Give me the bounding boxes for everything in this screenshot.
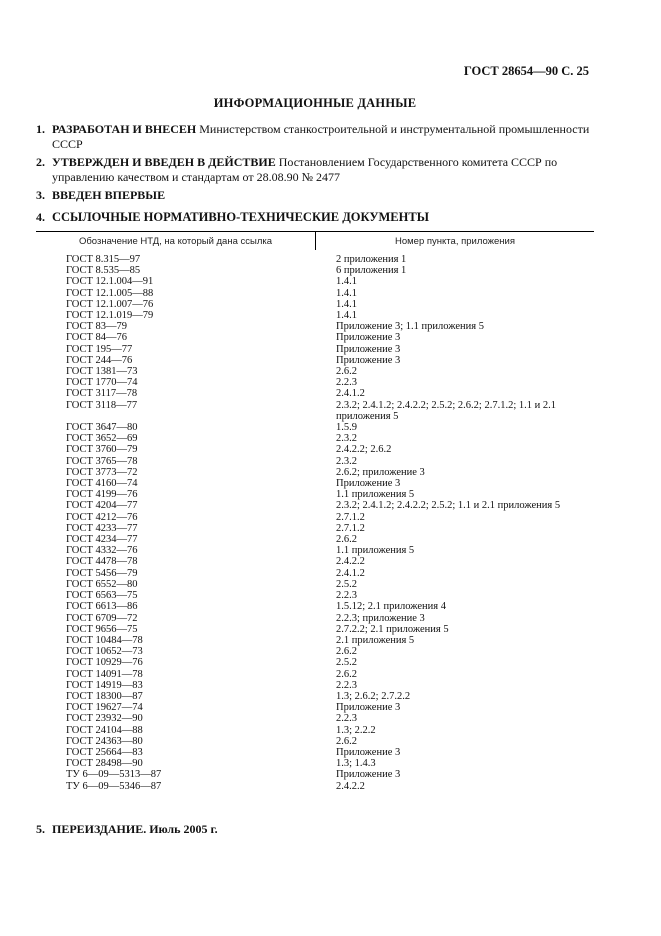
document-designation: ГОСТ 5456—79 (66, 567, 138, 579)
clause-reference: 2.1 приложения 5 (336, 634, 415, 646)
document-designation: ГОСТ 8.535—85 (66, 265, 141, 277)
document-designation: ГОСТ 84—76 (66, 332, 128, 344)
clause-reference: 2.4.2.2; 2.6.2 (336, 444, 392, 456)
table-row (36, 377, 594, 388)
section-body (52, 822, 596, 837)
document-designation: ГОСТ 4234—77 (66, 534, 138, 546)
document-designation: ГОСТ 3117—78 (66, 388, 138, 400)
table-row (36, 355, 594, 366)
section-developed-by (36, 122, 596, 152)
table-row (36, 725, 594, 736)
clause-reference: Приложение 3 (336, 332, 401, 344)
table-row (36, 781, 594, 792)
section-text: Министерством станкостроительной и инструментальной промышленности СССР (52, 122, 590, 151)
clause-reference: 2.4.2.2 (336, 556, 365, 568)
document-designation: ГОСТ 24104—88 (66, 724, 143, 736)
document-designation: ГОСТ 195—77 (66, 343, 133, 355)
document-designation: ГОСТ 28498—90 (66, 758, 143, 770)
section-lead: ВВЕДЕН ВПЕРВЫЕ (52, 188, 166, 202)
section-number: 5. (36, 822, 45, 836)
table-row (36, 590, 594, 601)
table-row (36, 310, 594, 321)
document-designation: ГОСТ 4233—77 (66, 522, 138, 534)
clause-reference: 2.5.2 (336, 578, 357, 590)
clause-reference: 2.7.2.2; 2.1 приложения 5 (336, 623, 449, 635)
section-lead: УТВЕРЖДЕН И ВВЕДЕН В ДЕЙСТВИЕ (52, 155, 276, 169)
document-designation: ТУ 6—09—5346—87 (66, 780, 162, 792)
document-designation: ГОСТ 83—79 (66, 321, 128, 333)
section-text: Постановлением Государственного комитета СССР по управлению качеством и стандартам от 28.08.90 № 2477 (52, 155, 558, 184)
table-row (36, 579, 594, 590)
document-designation: ГОСТ 3760—79 (66, 444, 138, 456)
clause-reference: 6 приложения 1 (336, 265, 407, 277)
document-designation: ГОСТ 1770—74 (66, 377, 138, 389)
document-designation: ГОСТ 12.1.005—88 (66, 287, 154, 299)
clause-reference: 2.6.2 (336, 534, 357, 546)
table-row (36, 702, 594, 713)
table-row (36, 467, 594, 478)
section-reference-documents (36, 210, 596, 225)
clause-reference: 2.2.3 (336, 713, 357, 725)
clause-reference: 2.7.1.2 (336, 522, 365, 534)
table-row (36, 624, 594, 635)
section-number: 4. (36, 210, 45, 224)
section-body (52, 188, 596, 203)
clause-reference: 1.3; 2.6.2; 2.7.2.2 (336, 690, 411, 702)
table-row (36, 669, 594, 680)
document-designation: ГОСТ 1381—73 (66, 366, 138, 378)
document-designation: ГОСТ 8.315—97 (66, 254, 141, 265)
table-row (36, 265, 594, 276)
table-row (36, 736, 594, 747)
clause-reference: 2.4.1.2 (336, 567, 365, 579)
table-row (36, 332, 594, 343)
section-lead: РАЗРАБОТАН И ВНЕСЕН (52, 122, 197, 136)
document-designation: ГОСТ 6613—86 (66, 601, 138, 613)
document-designation: ГОСТ 12.1.019—79 (66, 310, 154, 322)
clause-reference: 1.3; 2.2.2 (336, 724, 376, 736)
table-row (36, 758, 594, 769)
clause-reference: Приложение 3 (336, 343, 401, 355)
clause-reference: 2.6.2 (336, 646, 357, 658)
clause-reference: 1.5.12; 2.1 приложения 4 (336, 601, 446, 613)
clause-reference: 2.4.2.2 (336, 780, 365, 792)
document-designation: ГОСТ 10929—76 (66, 657, 143, 669)
table-row (36, 657, 594, 668)
table-row (36, 478, 594, 489)
section-first-introduced (36, 188, 596, 203)
table-row (36, 523, 594, 534)
document-designation: ГОСТ 6709—72 (66, 612, 138, 624)
document-designation: ГОСТ 6563—75 (66, 590, 138, 602)
clause-reference: Приложение 3 (336, 354, 401, 366)
clause-reference: 1.4.1 (336, 298, 357, 310)
document-designation: ГОСТ 4204—77 (66, 500, 138, 512)
clause-reference: 1.5.9 (336, 422, 357, 434)
document-title: ИНФОРМАЦИОННЫЕ ДАННЫЕ (213, 96, 417, 110)
table-row (36, 691, 594, 702)
column-header-document: Обозначение НТД, на который дана ссылка (78, 236, 273, 247)
clause-reference: 2.2.3 (336, 377, 357, 389)
table-row (36, 400, 594, 422)
document-designation: ГОСТ 19627—74 (66, 702, 143, 714)
table-row (36, 680, 594, 691)
table-row (36, 299, 594, 310)
table-row (36, 646, 594, 657)
clause-reference: 2.3.2; 2.4.1.2; 2.4.2.2; 2.5.2; 2.6.2; 2.7.1.2; 1.1 и 2.1 приложения 5 (336, 399, 556, 422)
clause-reference: Приложение 3 (336, 702, 401, 714)
document-designation: ГОСТ 24363—80 (66, 735, 143, 747)
document-designation: ГОСТ 6552—80 (66, 578, 138, 590)
document-designation: ГОСТ 3773—72 (66, 466, 138, 478)
section-lead: ССЫЛОЧНЫЕ НОРМАТИВНО-ТЕХНИЧЕСКИЕ ДОКУМЕНТЫ (52, 210, 429, 224)
document-designation: ГОСТ 3118—77 (66, 399, 138, 411)
clause-reference: 2.2.3 (336, 679, 357, 691)
table-row (36, 635, 594, 646)
table-row (36, 422, 594, 433)
clause-reference: 2 приложения 1 (336, 254, 407, 265)
document-designation: ГОСТ 3652—69 (66, 433, 138, 445)
table-row (36, 444, 594, 455)
document-designation: ГОСТ 18300—87 (66, 690, 143, 702)
table-row (36, 456, 594, 467)
section-reissue (36, 822, 596, 837)
page-header: ГОСТ 28654—90 С. 25 (463, 64, 589, 78)
table-row (36, 545, 594, 556)
table-row (36, 254, 594, 265)
clause-reference: 1.4.1 (336, 310, 357, 322)
clause-reference: 2.6.2; приложение 3 (336, 466, 425, 478)
table-row (36, 747, 594, 758)
table-row (36, 288, 594, 299)
table-row (36, 534, 594, 545)
clause-reference: 2.7.1.2 (336, 511, 365, 523)
clause-reference: 2.6.2 (336, 668, 357, 680)
section-lead: ПЕРЕИЗДАНИЕ. (52, 822, 147, 836)
clause-reference: 2.2.3 (336, 590, 357, 602)
clause-reference: 1.4.1 (336, 276, 357, 288)
section-approved (36, 155, 596, 185)
section-number: 3. (36, 188, 45, 202)
clause-reference: 2.5.2 (336, 657, 357, 669)
document-designation: ГОСТ 4478—78 (66, 556, 138, 568)
table-row (36, 433, 594, 444)
table-row (36, 500, 594, 511)
table-row (36, 512, 594, 523)
table-row (36, 713, 594, 724)
table-row (36, 276, 594, 287)
document-designation: ГОСТ 3647—80 (66, 422, 138, 434)
clause-reference: 2.3.2 (336, 433, 357, 445)
section-body (52, 210, 596, 225)
section-text: Июль 2005 г. (149, 822, 218, 836)
section-body (52, 155, 596, 185)
clause-reference: 2.2.3; приложение 3 (336, 612, 425, 624)
reference-table (36, 254, 594, 792)
document-designation: ГОСТ 10652—73 (66, 646, 143, 658)
document-designation: ГОСТ 244—76 (66, 354, 133, 366)
clause-reference: Приложение 3; 1.1 приложения 5 (336, 321, 484, 333)
table-row (36, 556, 594, 567)
clause-reference: Приложение 3 (336, 478, 401, 490)
clause-reference: Приложение 3 (336, 769, 401, 781)
clause-reference: 1.3; 1.4.3 (336, 758, 376, 770)
clause-reference: 2.4.1.2 (336, 388, 365, 400)
clause-reference: 2.6.2 (336, 366, 357, 378)
document-designation: ТУ 6—09—5313—87 (66, 769, 162, 781)
table-row (36, 366, 594, 377)
document-designation: ГОСТ 10484—78 (66, 634, 143, 646)
clause-reference: 1.4.1 (336, 287, 357, 299)
table-row (36, 321, 594, 332)
document-designation: ГОСТ 14919—83 (66, 679, 143, 691)
table-row (36, 344, 594, 355)
document-designation: ГОСТ 4212—76 (66, 511, 138, 523)
document-designation: ГОСТ 25664—83 (66, 746, 143, 758)
document-designation: ГОСТ 12.1.004—91 (66, 276, 154, 288)
document-designation: ГОСТ 12.1.007—76 (66, 298, 154, 310)
clause-reference: 1.1 приложения 5 (336, 489, 415, 501)
clause-reference: 2.3.2; 2.4.1.2; 2.4.2.2; 2.5.2; 1.1 и 2.1 приложения 5 (336, 500, 561, 512)
document-designation: ГОСТ 4199—76 (66, 489, 138, 501)
column-header-clause: Номер пункта, приложения (395, 236, 515, 247)
document-designation: ГОСТ 4332—76 (66, 545, 138, 557)
table-row (36, 601, 594, 612)
clause-reference: 2.3.2 (336, 455, 357, 467)
section-body (52, 122, 596, 152)
table-row (36, 568, 594, 579)
document-designation: ГОСТ 14091—78 (66, 668, 143, 680)
section-number: 2. (36, 155, 45, 169)
table-row (36, 613, 594, 624)
clause-reference: Приложение 3 (336, 746, 401, 758)
document-designation: ГОСТ 3765—78 (66, 455, 138, 467)
clause-reference: 1.1 приложения 5 (336, 545, 415, 557)
section-number: 1. (36, 122, 45, 136)
table-row (36, 489, 594, 500)
document-designation: ГОСТ 4160—74 (66, 478, 138, 490)
table-header (36, 231, 594, 250)
table-row (36, 769, 594, 780)
clause-reference: 2.6.2 (336, 735, 357, 747)
table-row (36, 388, 594, 399)
document-designation: ГОСТ 9656—75 (66, 623, 138, 635)
document-designation: ГОСТ 23932—90 (66, 713, 143, 725)
